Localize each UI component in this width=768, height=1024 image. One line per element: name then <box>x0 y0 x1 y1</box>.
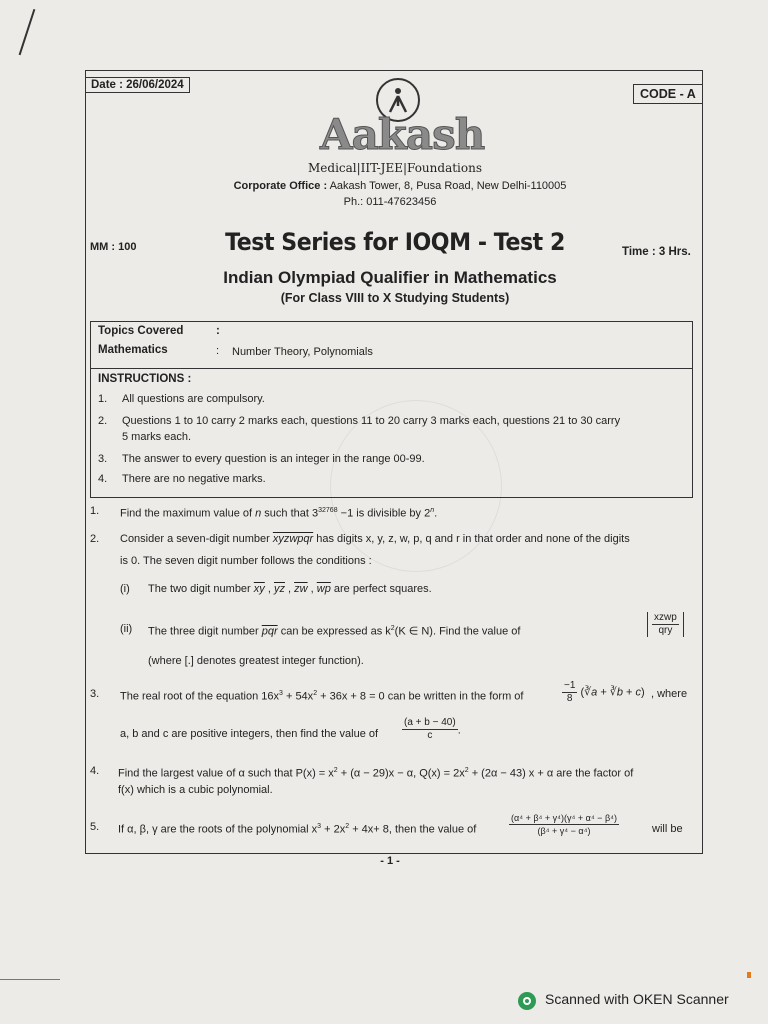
instruction-num: 1. <box>98 393 108 405</box>
topics-box <box>90 321 693 369</box>
question-number: 4. <box>90 765 100 777</box>
phone-number: Ph.: 011-47623456 <box>343 196 437 208</box>
subject-label: Mathematics <box>98 344 168 356</box>
corporate-office: Corporate Office : Aakash Tower, 8, Pusa Road, New Delhi-110005 <box>233 180 567 192</box>
roots-fraction: $\frac{\text{(α⁴ + β⁴ + γ⁴)(γ⁴ + α⁴ − β⁴)}}{\text{(β⁴ + γ⁴ − α⁴)}}$ <box>511 813 617 836</box>
instruction-num: 3. <box>98 453 108 465</box>
pen-mark <box>19 9 35 55</box>
question-number: 2. <box>90 533 100 545</box>
question-5-end: will be <box>652 823 683 835</box>
paper-edge <box>0 979 60 980</box>
time-limit: Time : 3 Hrs. <box>622 246 691 258</box>
class-eligibility: (For Class VIII to X Studying Students) <box>280 291 510 305</box>
condition-ii-note: (where [.] denotes greatest integer function). <box>148 655 364 667</box>
max-marks: MM : 100 <box>90 241 137 253</box>
page-number: - 1 - <box>380 855 400 867</box>
orange-mark <box>747 972 751 978</box>
question-4-line2: f(x) which is a cubic polynomial. <box>118 784 273 796</box>
condition-label: (i) <box>120 583 130 595</box>
question-2-line2: is 0. The seven digit number follows the conditions : <box>120 555 372 567</box>
topics-colon: : <box>216 325 220 337</box>
instruction-text: The answer to every question is an integer in the range 00-99. <box>122 453 425 465</box>
question-1: Find the maximum value of n such that $3^{32768} -1$ is divisible by 2$^n$. <box>120 507 438 520</box>
question-number: 5. <box>90 821 100 833</box>
question-2: Consider a seven-digit number xyzwpqr has digits x, y, z, w, p, q and r in that order and none of the digits <box>120 533 630 545</box>
instruction-text-cont: 5 marks each. <box>122 431 192 443</box>
aakash-logo-wordmark: Aakash <box>320 110 485 159</box>
logo-tagline: Medical|IIT-JEE|Foundations <box>308 161 482 175</box>
instruction-num: 4. <box>98 473 108 485</box>
instructions-heading: INSTRUCTIONS : <box>98 373 192 385</box>
scanner-credit: Scanned with OKEN Scanner <box>545 991 729 1007</box>
test-title: Test Series for IOQM - Test 2 <box>225 228 565 256</box>
condition-label: (ii) <box>120 623 133 635</box>
subject-colon: : <box>216 345 220 357</box>
instruction-text: Questions 1 to 10 carry 2 marks each, questions 11 to 20 carry 3 marks each, questions 21 to 30 carry <box>122 415 621 427</box>
topics-heading: Topics Covered <box>98 325 184 337</box>
date-box: Date : 26/06/2024 <box>85 77 190 93</box>
instruction-text: All questions are compulsory. <box>122 393 265 405</box>
floor-fraction: $\frac{\text{xzwp}}{\text{qry}}$ <box>647 612 684 637</box>
instruction-text: There are no negative marks. <box>122 473 266 485</box>
question-5: If α, β, γ are the roots of the polynomial $x^3 + 2x^2 + 4x+ 8$, then the value of <box>118 823 477 836</box>
question-3-line2: a, b and c are positive integers, then find the value of <box>120 728 379 740</box>
condition-ii: The three digit number $\overline{pqr}$ can be expressed as $k^2(K$ ∈ N). Find the value of <box>148 625 521 638</box>
condition-i: The two digit number $\overline{xy}$ , $\overline{yz}$ , $\overline{zw}$ , $\overline{wp}$ are perfect squares. <box>148 583 432 595</box>
subject-topics: Number Theory, Polynomials <box>232 346 373 358</box>
exam-subtitle: Indian Olympiad Qualifier in Mathematics <box>223 268 557 287</box>
question-number: 3. <box>90 688 100 700</box>
code-box: CODE - A <box>633 84 703 104</box>
instruction-num: 2. <box>98 415 108 427</box>
question-number: 1. <box>90 505 100 517</box>
question-4: Find the largest value of α such that $P(x) = x^2 + (\alpha - 29)x - \alpha$, $Q(x) = 2x^2 + (2\alpha - 43) x + \alpha$ are the factor of <box>118 767 634 780</box>
scanner-logo-icon <box>518 992 536 1010</box>
expression-fraction: $\frac{(a + b - 40)}{c}$ . <box>404 717 461 741</box>
question-3: The real root of the equation $16x^3 + 54x^2 + 36x + 8 = 0$ can be written in the form of <box>120 690 524 703</box>
root-form: $\frac{-1}{8}$ (∛a + ∛b + c) <box>564 680 645 704</box>
question-3-where: , where <box>651 688 688 700</box>
